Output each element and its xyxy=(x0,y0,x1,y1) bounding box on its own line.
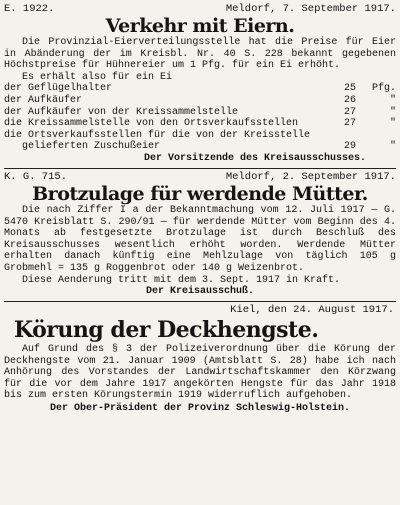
notice-stallions-dateline: Kiel, den 24. August 1917. xyxy=(230,304,394,317)
egg-price-row: der Aufkäufer 26 " xyxy=(4,94,396,106)
notice-bread-dateline: Meldorf, 2. September 1917. xyxy=(225,170,396,183)
egg-price-row: die Kreissammelstelle von den Ortsverkaufsstellen 27 " xyxy=(4,118,396,130)
notice-bread-ref: K. G. 715. xyxy=(4,170,68,183)
notice-stallions xyxy=(4,304,396,415)
section-divider xyxy=(4,301,396,302)
notice-eggs-title: Verkehr mit Eiern. xyxy=(105,15,295,37)
egg-price-list xyxy=(4,83,396,153)
notice-eggs-signature: Der Vorsitzende des Kreisausschusses. xyxy=(143,152,366,164)
notice-bread-title: Brotzulage für werdende Mütter. xyxy=(32,182,368,205)
notice-eggs-intro: Die Provinzial-Eierverteilungsstelle hat die Preise für Eier in Abänderung der im Kreisbl. Nr. 40 S. 228 bekannt gegebenen Höchstpreise für Hühnereier um 1 Pfg. für ein Ei erhöht. xyxy=(4,37,396,72)
notice-eggs-dateline: Meldorf, 7. September 1917. xyxy=(225,3,396,15)
egg-price-row: die Ortsverkaufsstellen für die von der Kreisstelle xyxy=(4,129,311,141)
notice-eggs-subline: Es erhält also für ein Ei xyxy=(22,71,173,83)
notice-bread-closing: Diese Aenderung tritt mit dem 3. Sept. 1917 in Kraft. xyxy=(22,274,341,286)
notice-stallions-title: Körung der Deckhengste. xyxy=(14,317,319,344)
notice-bread-header xyxy=(4,171,396,183)
egg-price-row: der Geflügelhalter 25 Pfg. xyxy=(4,83,396,95)
notice-bread-body: Die nach Ziffer I a der Bekanntmachung vom 12. Juli 1917 — G. 5470 Kreisblatt S. 290/91 — für werdende Mütter vom Beginn des 4. Monats ab festgesetzte Brotzulage ist durch Beschluß des Kreisausschusses wesentlich erhöht worden. Werdende Mütter erhalten danach künftig eine Mehlzulage von täglich 105 g Grobmehl = 135 g Roggenbrot oder 140 g Weizenbrot. xyxy=(4,204,396,274)
newspaper-page xyxy=(4,0,396,415)
notice-stallions-signature: Der Ober-Präsident der Provinz Schleswig-Holstein. xyxy=(49,403,351,415)
egg-price-row: der Aufkäufer von der Kreissammelstelle 27 " xyxy=(4,106,396,118)
notice-bread xyxy=(4,171,396,298)
notice-eggs-ref: E. 1922. xyxy=(4,3,55,15)
notice-stallions-body: Auf Grund des § 3 der Polizeiverordnung über die Körung der Deckhengste vom 21. Januar 1909 (Amtsblatt S. 28) habe ich nach Anhörung des Vorstandes der Landwirtschaftskammer den Körzwang für die vor dem Jahre 1917 angekörten Hengste für das Jahr 1918 bis zum ersten Körungstermin 1919 widerruflich aufgehoben. xyxy=(4,344,396,402)
egg-price-row: gelieferten Zuschußeier 29 " xyxy=(22,141,396,153)
notice-eggs xyxy=(4,3,396,165)
section-divider xyxy=(4,168,396,169)
notice-bread-signature: Der Kreisausschuß. xyxy=(145,286,255,298)
notice-eggs-header xyxy=(4,3,396,15)
